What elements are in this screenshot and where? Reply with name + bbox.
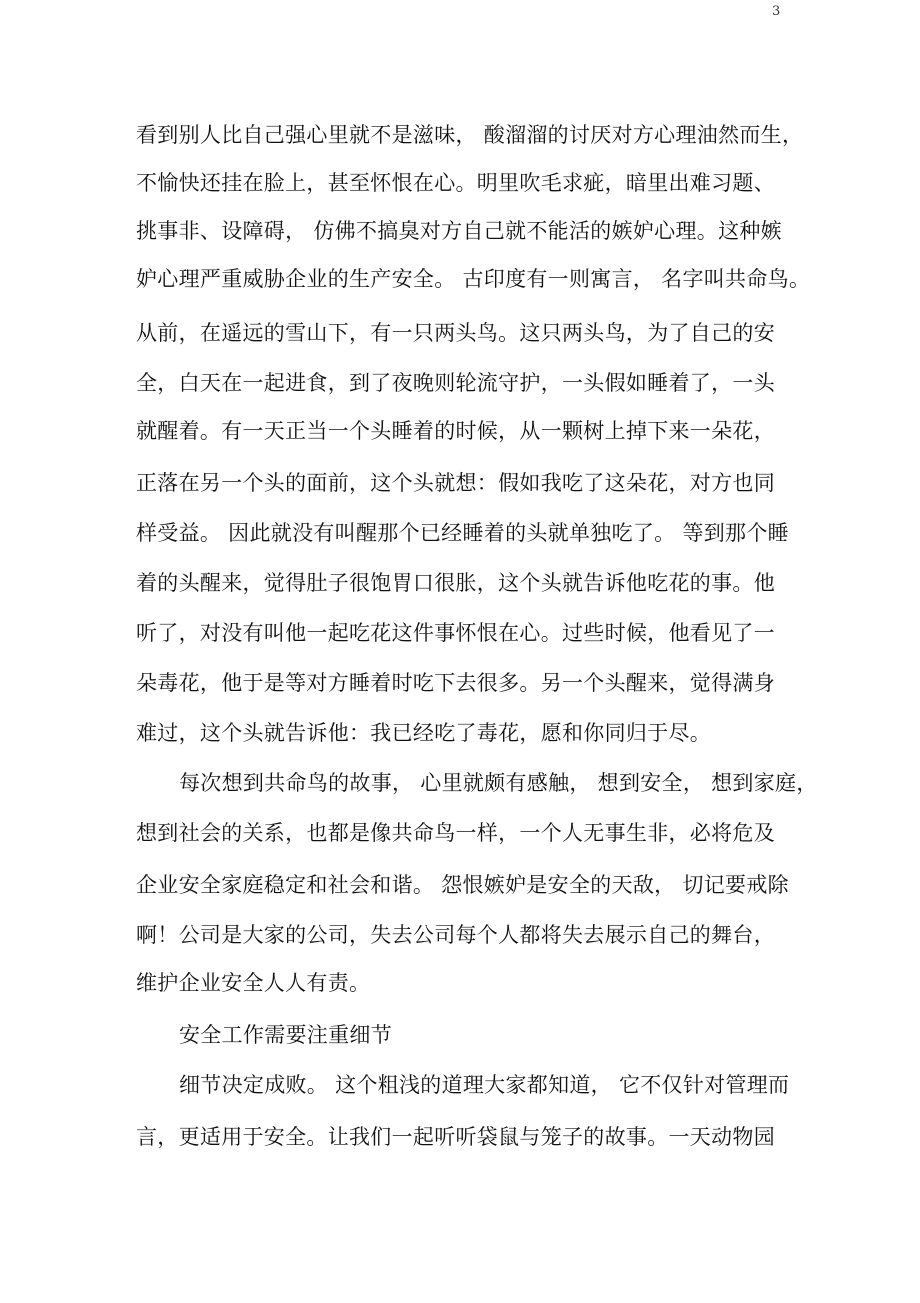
text-line: 就醒着。有一天正当一个头睡着的时候，从一颗树上掉下来一朵花， xyxy=(136,419,775,443)
text-line: 妒心理严重威胁企业的生产安全。 古印度有一则寓言， 名字叫共命鸟。 xyxy=(136,267,811,291)
text-line: 言，更适用于安全。让我们一起听听袋鼠与笼子的故事。一天动物园 xyxy=(136,1125,775,1149)
text-line: 正落在另一个头的面前，这个头就想：假如我吃了这朵花，对方也同 xyxy=(136,471,775,495)
text-line: 挑事非、设障碍， 仿佛不搞臭对方自己就不能活的嫉妒心理。这种嫉 xyxy=(136,219,782,243)
text-line: 听了，对没有叫他一起吃花这件事怀恨在心。过些时候，他看见了一 xyxy=(136,621,775,645)
text-line: 朵毒花，他于是等对方睡着时吃下去很多。另一个头醒来，觉得满身 xyxy=(136,671,775,695)
text-line: 样受益。 因此就没有叫醒那个已经睡着的头就单独吃了。 等到那个睡 xyxy=(136,521,789,545)
text-line: 不愉快还挂在脸上，甚至怀恨在心。明里吹毛求疵，暗里出难习题、 xyxy=(136,171,775,195)
paragraph-start-line: 细节决定成败。 这个粗浅的道理大家都知道， 它不仅针对管理而 xyxy=(179,1073,790,1097)
paragraph-start-line: 每次想到共命鸟的故事， 心里就颇有感触， 想到安全， 想到家庭， xyxy=(179,771,818,795)
page-number: 3 xyxy=(772,4,781,19)
text-line: 从前，在遥远的雪山下，有一只两头鸟。这只两头鸟，为了自己的安 xyxy=(136,321,775,345)
text-line: 全，白天在一起进食，到了夜晚则轮流守护，一头假如睡着了，一头 xyxy=(136,371,775,395)
text-line: 难过，这个头就告诉他：我已经吃了毒花，愿和你同归于尽。 xyxy=(136,721,712,745)
text-line: 企业安全家庭稳定和社会和谐。 怨恨嫉妒是安全的天敌， 切记要戒除 xyxy=(136,873,789,897)
text-line: 着的头醒来，觉得肚子很饱胃口很胀，这个头就告诉他吃花的事。他 xyxy=(136,571,775,595)
text-line: 维护企业安全人人有责。 xyxy=(136,971,371,995)
text-line: 看到别人比自己强心里就不是滋味， 酸溜溜的讨厌对方心理油然而生， xyxy=(136,123,804,147)
section-heading: 安全工作需要注重细节 xyxy=(179,1023,392,1047)
text-line: 想到社会的关系，也都是像共命鸟一样，一个人无事生非，必将危及 xyxy=(136,821,775,845)
text-line: 啊！公司是大家的公司，失去公司每个人都将失去展示自己的舞台， xyxy=(136,923,775,947)
